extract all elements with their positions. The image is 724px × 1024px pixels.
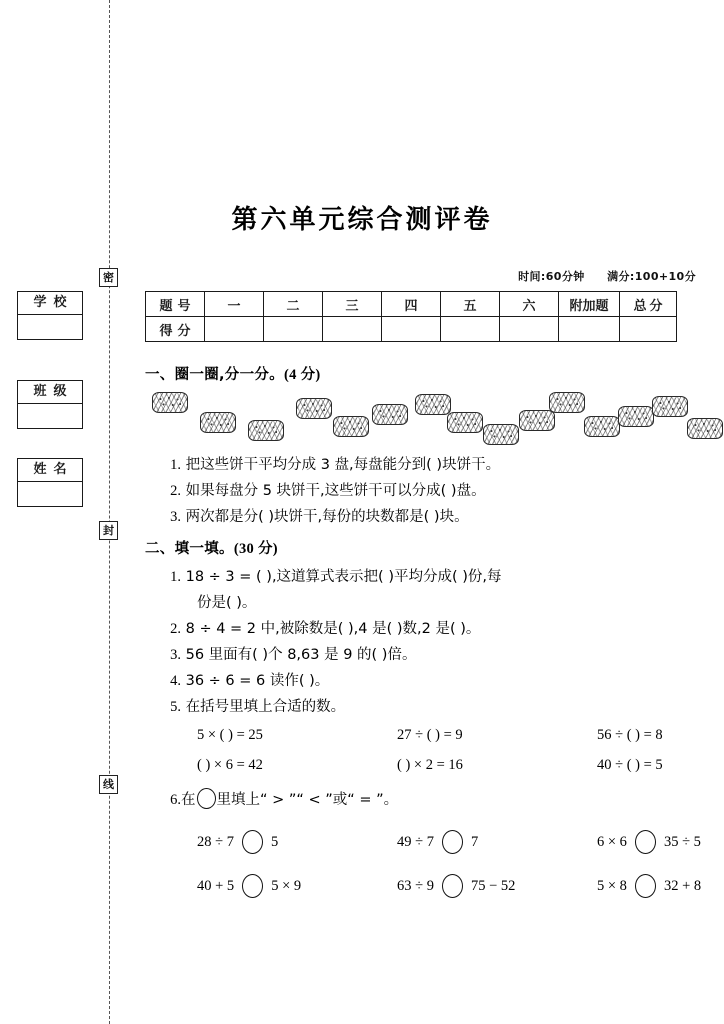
compare-row-1 [145,820,705,864]
compare-right-1-3: 35 ÷ 5 [663,834,701,850]
cookie-icon[interactable] [549,392,585,413]
compare-item-1-3[interactable] [597,820,701,864]
score-cell-6[interactable] [500,317,559,342]
question-1-2-number: 2. [170,483,181,499]
cookie-icon[interactable] [372,404,408,425]
compare-right-2-1: 5 × 9 [271,878,302,894]
question-2-5-text: 在括号里填上合适的数。 [185,699,346,715]
question-2-3-number: 3. [170,647,181,663]
cookie-icon[interactable] [152,392,188,413]
question-2-4-text: 36 ÷ 6 = 6 读作( )。 [185,673,330,689]
fill-equation-row-1 [145,720,705,750]
cookie-icon[interactable] [687,418,723,439]
info-box-school [17,291,83,340]
spacer [145,813,705,820]
cookie-icon[interactable] [333,416,369,437]
section-heading-1 [145,363,705,384]
score-col-5: 五 [441,292,500,317]
cookie-icon[interactable] [296,398,332,419]
score-table-header-row [146,292,677,317]
score-cell-5[interactable] [441,317,500,342]
question-2-5-number: 5. [170,699,181,715]
section-1-title: 一、圈一圈,分一分。 [145,367,285,383]
question-2-4 [145,668,705,694]
info-box-school-field[interactable] [18,315,82,339]
compare-circle-2-3[interactable] [635,874,656,898]
section-2-title: 二、填一填。 [145,541,234,557]
question-2-6 [145,787,705,813]
compare-left-2-1: 40 + 5 [197,878,235,894]
compare-left-2-2: 63 ÷ 9 [397,878,434,894]
score-cell-total[interactable] [620,317,677,342]
meta-full-score: 满分:100+10分 [607,270,696,283]
question-2-1 [145,564,705,590]
score-cell-2[interactable] [264,317,323,342]
circle-icon [197,788,216,809]
compare-item-2-3[interactable] [597,864,701,908]
compare-left-1-2: 49 ÷ 7 [397,834,434,850]
score-cell-3[interactable] [323,317,382,342]
cookie-icon[interactable] [483,424,519,445]
seal-mark-xian: 线 [99,775,118,794]
compare-item-2-2[interactable] [397,864,597,908]
cookie-icon[interactable] [584,416,620,437]
score-table-score-row [146,317,677,342]
compare-item-2-1[interactable] [197,864,397,908]
cookie-illustration [145,390,705,446]
score-col-extra: 附加题 [559,292,620,317]
compare-row-2 [145,864,705,908]
info-box-name-field[interactable] [18,482,82,506]
seal-mark-mi: 密 [99,268,118,287]
question-2-2-text: 8 ÷ 4 = 2 中,被除数是( ),4 是( )数,2 是( )。 [185,621,481,637]
question-1-3 [145,504,705,530]
info-box-class-field[interactable] [18,404,82,428]
cookie-icon[interactable] [200,412,236,433]
fill-equation-1-1[interactable]: 5 × ( ) = 25 [197,727,263,743]
compare-circle-1-3[interactable] [635,830,656,854]
question-1-1 [145,452,705,478]
question-2-1-line2 [145,590,705,616]
compare-right-2-2: 75 − 52 [470,878,516,894]
question-1-2-text: 如果每盘分 5 块饼干,这些饼干可以分成( )盘。 [185,483,486,499]
paper-meta [518,268,696,284]
info-box-name-label: 姓名 [18,459,82,482]
score-col-total: 总分 [620,292,677,317]
section-2-points: (30 分) [233,541,278,557]
sealing-line [109,0,110,1024]
cookie-icon[interactable] [618,406,654,427]
question-2-1-text: 18 ÷ 3 = ( ),这道算式表示把( )平均分成( )份,每 [185,569,502,585]
info-box-class [17,380,83,429]
question-2-4-number: 4. [170,673,181,689]
score-table-row-label-score: 得分 [146,317,205,342]
compare-item-1-1[interactable] [197,820,397,864]
score-col-1: 一 [205,292,264,317]
cookie-icon[interactable] [415,394,451,415]
question-2-2-number: 2. [170,621,181,637]
fill-equation-row-2 [145,750,705,780]
compare-circle-1-2[interactable] [442,830,463,854]
score-cell-4[interactable] [382,317,441,342]
question-2-3 [145,642,705,668]
fill-equation-1-2[interactable]: 27 ÷ ( ) = 9 [397,727,463,743]
spacer [145,780,705,787]
compare-right-2-3: 32 + 8 [663,878,702,894]
compare-circle-1-1[interactable] [242,830,263,854]
question-1-2 [145,478,705,504]
compare-left-2-3: 5 × 8 [597,878,627,894]
exam-content [145,363,705,908]
fill-equation-1-3[interactable]: 56 ÷ ( ) = 8 [597,727,663,743]
compare-right-1-1: 5 [270,834,279,850]
question-2-3-text: 56 里面有( )个 8,63 是 9 的( )倍。 [185,647,417,663]
spacer [145,530,705,537]
compare-circle-2-2[interactable] [442,874,463,898]
seal-mark-feng: 封 [99,521,118,540]
question-1-3-text: 两次都是分( )块饼干,每份的块数都是( )块。 [185,509,469,525]
cookie-icon[interactable] [652,396,688,417]
score-table [145,291,677,342]
cookie-icon[interactable] [248,420,284,441]
meta-time: 时间:60分钟 [518,270,585,283]
score-col-3: 三 [323,292,382,317]
score-cell-1[interactable] [205,317,264,342]
question-1-3-number: 3. [170,509,181,525]
score-col-4: 四 [382,292,441,317]
compare-right-1-2: 7 [470,834,479,850]
cookie-icon[interactable] [447,412,483,433]
score-cell-extra[interactable] [559,317,620,342]
info-box-name [17,458,83,507]
question-2-1-text-line2: 份是( )。 [197,595,257,611]
page-title: 第六单元综合测评卷 [231,205,493,235]
score-table-row-label-head: 题号 [146,292,205,317]
info-box-school-label: 学校 [18,292,82,315]
compare-left-1-3: 6 × 6 [597,834,627,850]
question-2-1-number: 1. [170,569,181,585]
fill-equation-2-3[interactable]: 40 ÷ ( ) = 5 [597,757,663,773]
info-box-class-label: 班级 [18,381,82,404]
question-2-5 [145,694,705,720]
compare-left-1-1: 28 ÷ 7 [197,834,234,850]
question-1-1-text: 把这些饼干平均分成 3 盘,每盘能分到( )块饼干。 [185,457,501,473]
compare-circle-2-1[interactable] [242,874,263,898]
question-2-6-text-after: 里填上“ > ”“ < ”或“ = ”。 [216,792,399,808]
score-col-6: 六 [500,292,559,317]
score-col-2: 二 [264,292,323,317]
compare-item-1-2[interactable] [397,820,597,864]
question-2-6-number: 6. [170,792,181,808]
section-heading-2 [145,537,705,558]
question-2-2 [145,616,705,642]
fill-equation-2-1[interactable]: ( ) × 6 = 42 [197,757,263,773]
question-2-6-text-before: 在 [181,792,196,808]
question-1-1-number: 1. [170,457,181,473]
fill-equation-2-2[interactable]: ( ) × 2 = 16 [397,757,463,773]
section-1-points: (4 分) [284,367,321,383]
cookie-icon[interactable] [519,410,555,431]
